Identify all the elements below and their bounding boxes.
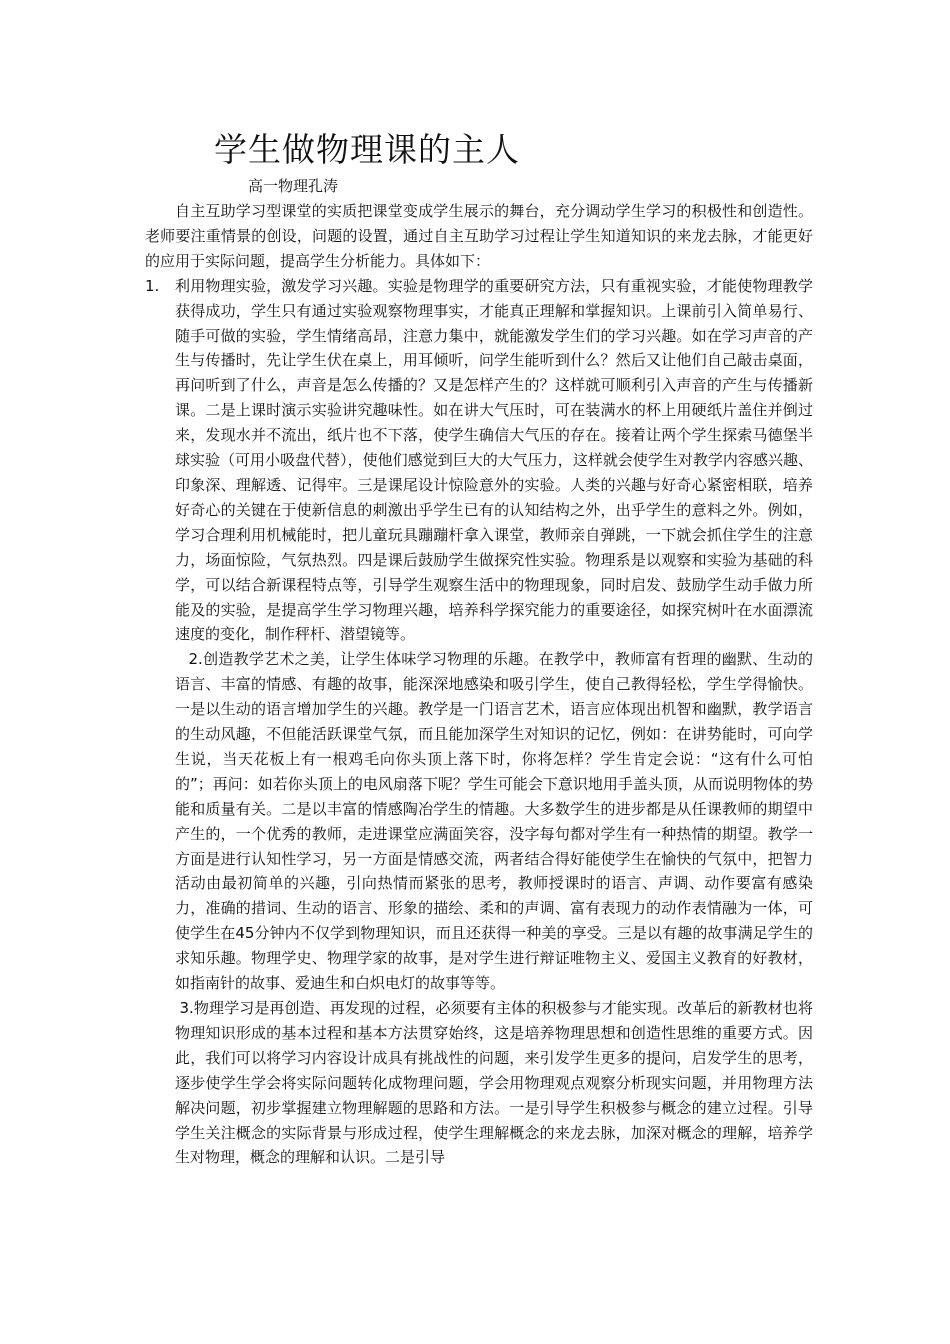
intro-paragraph: 自主互助学习型课堂的实质把课堂变成学生展示的舞台，充分调动学生学习的积极性和创造性。老师要注重情景的创设，问题的设置，通过自主互助学习过程让学生知道知识的来龙去脉，才能更好的应用于实际问题，提高学生分析能力。具体如下： — [145, 202, 813, 270]
document-body — [145, 199, 813, 1170]
document-author: 高一物理孔涛 — [248, 177, 339, 195]
list-number-1: 1. — [145, 276, 160, 295]
document-title: 学生做物理课的主人 — [214, 130, 520, 169]
paragraph-item-2: 2.创造教学艺术之美，让学生体味学习物理的乐趣。在教学中，教师富有哲理的幽默、生动的语言、丰富的情感、有趣的故事，能深深地感染和吸引学生，使自己教得轻松，学生学得愉快。一是以生动的语言增加学生的兴趣。教学是一门语言艺术，语言应体现出机智和幽默，教学语言的生动风趣，不但能活跃课堂气氛，而且能加深学生对知识的记忆，例如：在讲势能时，可向学生说，当天花板上有一根鸡毛向你头顶上落下时，你将怎样？学生肯定会说：“这有什么可怕的”；再问：如若你头顶上的电风扇落下呢？学生可能会下意识地用手盖头顶，从而说明物体的势能和质量有关。二是以丰富的情感陶冶学生的情趣。大多数学生的进步都是从任课教师的期望中产生的，一个优秀的教师，走进课堂应满面笑容，没字每句都对学生有一种热情的期望。教学一方面是进行认知性学习，另一方面是情感交流，两者结合得好能使学生在愉快的气氛中，把智力活动由最初简单的兴趣，引向热情而紧张的思考，教师授课时的语言、声调、动作要富有感染力，准确的措词、生动的语言、形象的描绘、柔和的声调、富有表现力的动作表情融为一体，可使学生在45分钟内不仅学到物理知识，而且还获得一种美的享受。三是以有趣的故事满足学生的求知乐趣。物理学史、物理学家的故事，是对学生进行辩证唯物主义、爱国主义教育的好教材，如指南针的故事、爱迪生和白炽电灯的故事等等。 — [175, 650, 813, 993]
paragraph-item-3: 3.物理学习是再创造、再发现的过程，必须要有主体的积极参与才能实现。改革后的新教材也将物理知识形成的基本过程和基本方法贯穿始终，这是培养物理思想和创造性思维的重要方式。因此，我们可以将学习内容设计成具有挑战性的问题，来引发学生更多的提问，启发学生的思考，逐步使学生学会将实际问题转化成物理问题，学会用物理观点观察分析现实问题，并用物理方法解决问题，初步掌握建立物理解题的思路和方法。一是引导学生积极参与概念的建立过程。引导学生关注概念的实际背景与形成过程，使学生理解概念的来龙去脉，加深对概念的理解，培养学生对物理，概念的理解和认识。二是引导 — [175, 999, 813, 1167]
list-item-1 — [145, 274, 813, 648]
list-item-1-text: 利用物理实验，激发学习兴趣。实验是物理学的重要研究方法，只有重视实验，才能使物理教学获得成功，学生只有通过实验观察物理事实，才能真正理解和掌握知识。上课前引入简单易行、随手可做的实验，学生情绪高昂，注意力集中，就能激发学生们的学习兴趣。如在学习声音的产生与传播时，先让学生伏在桌上，用耳倾听，问学生能听到什么？然后又让他们自己敲击桌面，再问听到了什么，声音是怎么传播的？又是怎样产生的？这样就可顺利引入声音的产生与传播新课。二是上课时演示实验讲究趣味性。如在讲大气压时，可在装满水的杯上用硬纸片盖住并倒过来，发现水并不流出，纸片也不下落，使学生确信大气压的存在。接着让两个学生探索马德堡半球实验（可用小吸盘代替），使他们感觉到巨大的大气压力，这样就会使学生对教学内容感兴趣、印象深、理解透、记得牢。三是课尾设计惊险意外的实验。人类的兴趣与好奇心紧密相联，培养好奇心的关键在于使新信息的刺激出乎学生已有的认知结构之外，出乎学生的意料之外。例如，学习合理利用机械能时，把儿童玩具蹦蹦杆拿入课堂，教师亲自弹跳，一下就会抓住学生的注意力，场面惊险，气氛热烈。四是课后鼓励学生做探究性实验。物理系是以观察和实验为基础的科学，可以结合新课程特点等，引导学生观察生活中的物理现象，同时启发、鼓励学生动手做力所能及的实验，是提高学生学习物理兴趣，培养科学探究能力的重要途径，如探究树叶在水面漂流速度的变化，制作秤杆、潜望镜等。 — [175, 276, 813, 644]
